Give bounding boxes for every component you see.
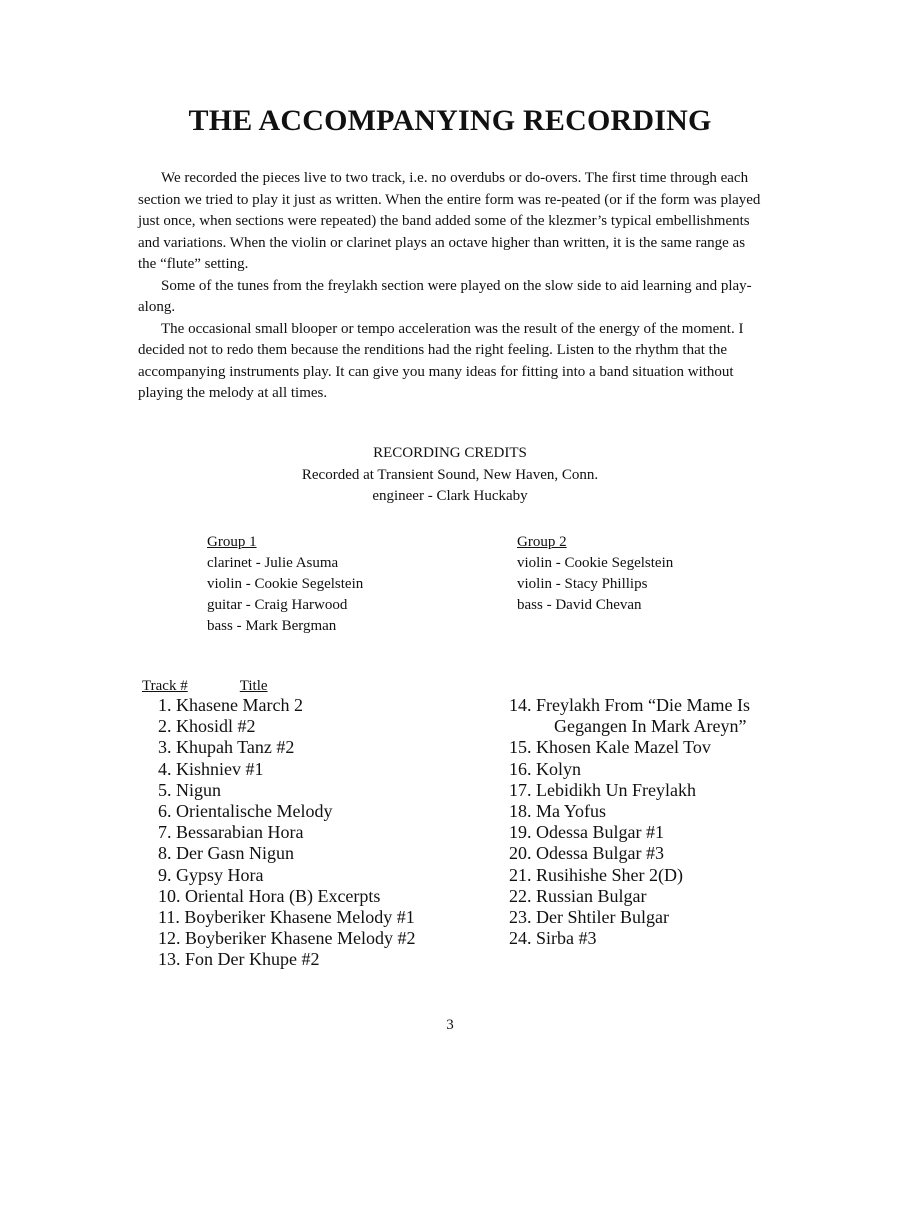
page-number: 3 bbox=[446, 1017, 454, 1033]
track-item: 6. Orientalische Melody bbox=[158, 801, 333, 822]
credits-location: Recorded at Transient Sound, New Haven, Conn. bbox=[301, 466, 599, 483]
track-item: 15. Khosen Kale Mazel Tov bbox=[509, 737, 711, 758]
track-item: 21. Rusihishe Sher 2(D) bbox=[509, 864, 683, 885]
track-item: 17. Lebidikh Un Freylakh bbox=[509, 779, 696, 800]
track-item: 7. Bessarabian Hora bbox=[158, 822, 304, 843]
track-number-header: Track # bbox=[142, 678, 188, 694]
track-item: 24. Sirba #3 bbox=[509, 928, 597, 949]
intro-paragraph: We recorded the pieces live to two track, i.e. no overdubs or do-overs. The first time through each section we tried to play it just as written. When the entire form was re-peated (or if the form was played just once, when sections were repeated) the band added some of the klezmer’s typical embellishments and variations. When the violin or clarinet plays an octave higher than written, it is the same range as the “flute” setting. bbox=[138, 170, 761, 272]
track-item: 23. Der Shtiler Bulgar bbox=[509, 907, 669, 928]
recording-credits bbox=[0, 443, 900, 508]
track-item: 16. Kolyn bbox=[509, 758, 581, 779]
track-item: 20. Odessa Bulgar #3 bbox=[509, 843, 664, 864]
track-item: 10. Oriental Hora (B) Excerpts bbox=[158, 885, 381, 906]
group-2 bbox=[517, 532, 673, 616]
group-title: Group 1 bbox=[207, 534, 257, 550]
track-list-left bbox=[158, 695, 415, 971]
track-item: 13. Fon Der Khupe #2 bbox=[158, 949, 320, 970]
track-item: 3. Khupah Tanz #2 bbox=[158, 737, 295, 758]
intro-paragraph: The occasional small blooper or tempo acceleration was the result of the energy of the moment. I decided not to redo them because the renditions had the right feeling. Listen to the rhythm that the accompanying instruments play. It can give you many ideas for fitting into a band situation without playing the melody at all times. bbox=[138, 320, 744, 401]
track-item: 22. Russian Bulgar bbox=[509, 885, 647, 906]
track-title-header: Title bbox=[239, 678, 268, 694]
group-member: guitar - Craig Harwood bbox=[207, 597, 348, 613]
group-member: violin - Cookie Segelstein bbox=[207, 576, 364, 592]
intro-text bbox=[138, 168, 762, 405]
track-item: 8. Der Gasn Nigun bbox=[158, 843, 294, 864]
track-item: 18. Ma Yofus bbox=[509, 801, 607, 822]
track-item: 11. Boyberiker Khasene Melody #1 bbox=[158, 907, 415, 928]
track-item: 9. Gypsy Hora bbox=[158, 864, 264, 885]
track-item-continuation: Gegangen In Mark Areyn” bbox=[554, 716, 747, 737]
credits-engineer: engineer - Clark Huckaby bbox=[372, 488, 528, 504]
group-1 bbox=[207, 532, 363, 637]
group-title: Group 2 bbox=[517, 534, 567, 550]
page-title: THE ACCOMPANYING RECORDING bbox=[188, 104, 712, 137]
track-item: 4. Kishniev #1 bbox=[158, 758, 264, 779]
track-item: 12. Boyberiker Khasene Melody #2 bbox=[158, 928, 416, 949]
group-member: violin - Stacy Phillips bbox=[517, 576, 648, 592]
track-list-header bbox=[138, 676, 268, 696]
group-member: clarinet - Julie Asuma bbox=[207, 555, 339, 571]
track-item: 14. Freylakh From “Die Mame Is bbox=[509, 695, 750, 715]
track-list-right bbox=[509, 695, 750, 949]
group-member: bass - David Chevan bbox=[517, 597, 642, 613]
credits-heading: RECORDING CREDITS bbox=[373, 445, 527, 461]
track-item: 5. Nigun bbox=[158, 779, 221, 800]
track-item: 19. Odessa Bulgar #1 bbox=[509, 822, 664, 843]
track-item: 2. Khosidl #2 bbox=[158, 716, 256, 737]
group-member: bass - Mark Bergman bbox=[207, 618, 337, 634]
track-item: 1. Khasene March 2 bbox=[158, 695, 303, 715]
intro-paragraph: Some of the tunes from the freylakh section were played on the slow side to aid learning and play-along. bbox=[138, 277, 752, 315]
group-member: violin - Cookie Segelstein bbox=[517, 555, 674, 571]
